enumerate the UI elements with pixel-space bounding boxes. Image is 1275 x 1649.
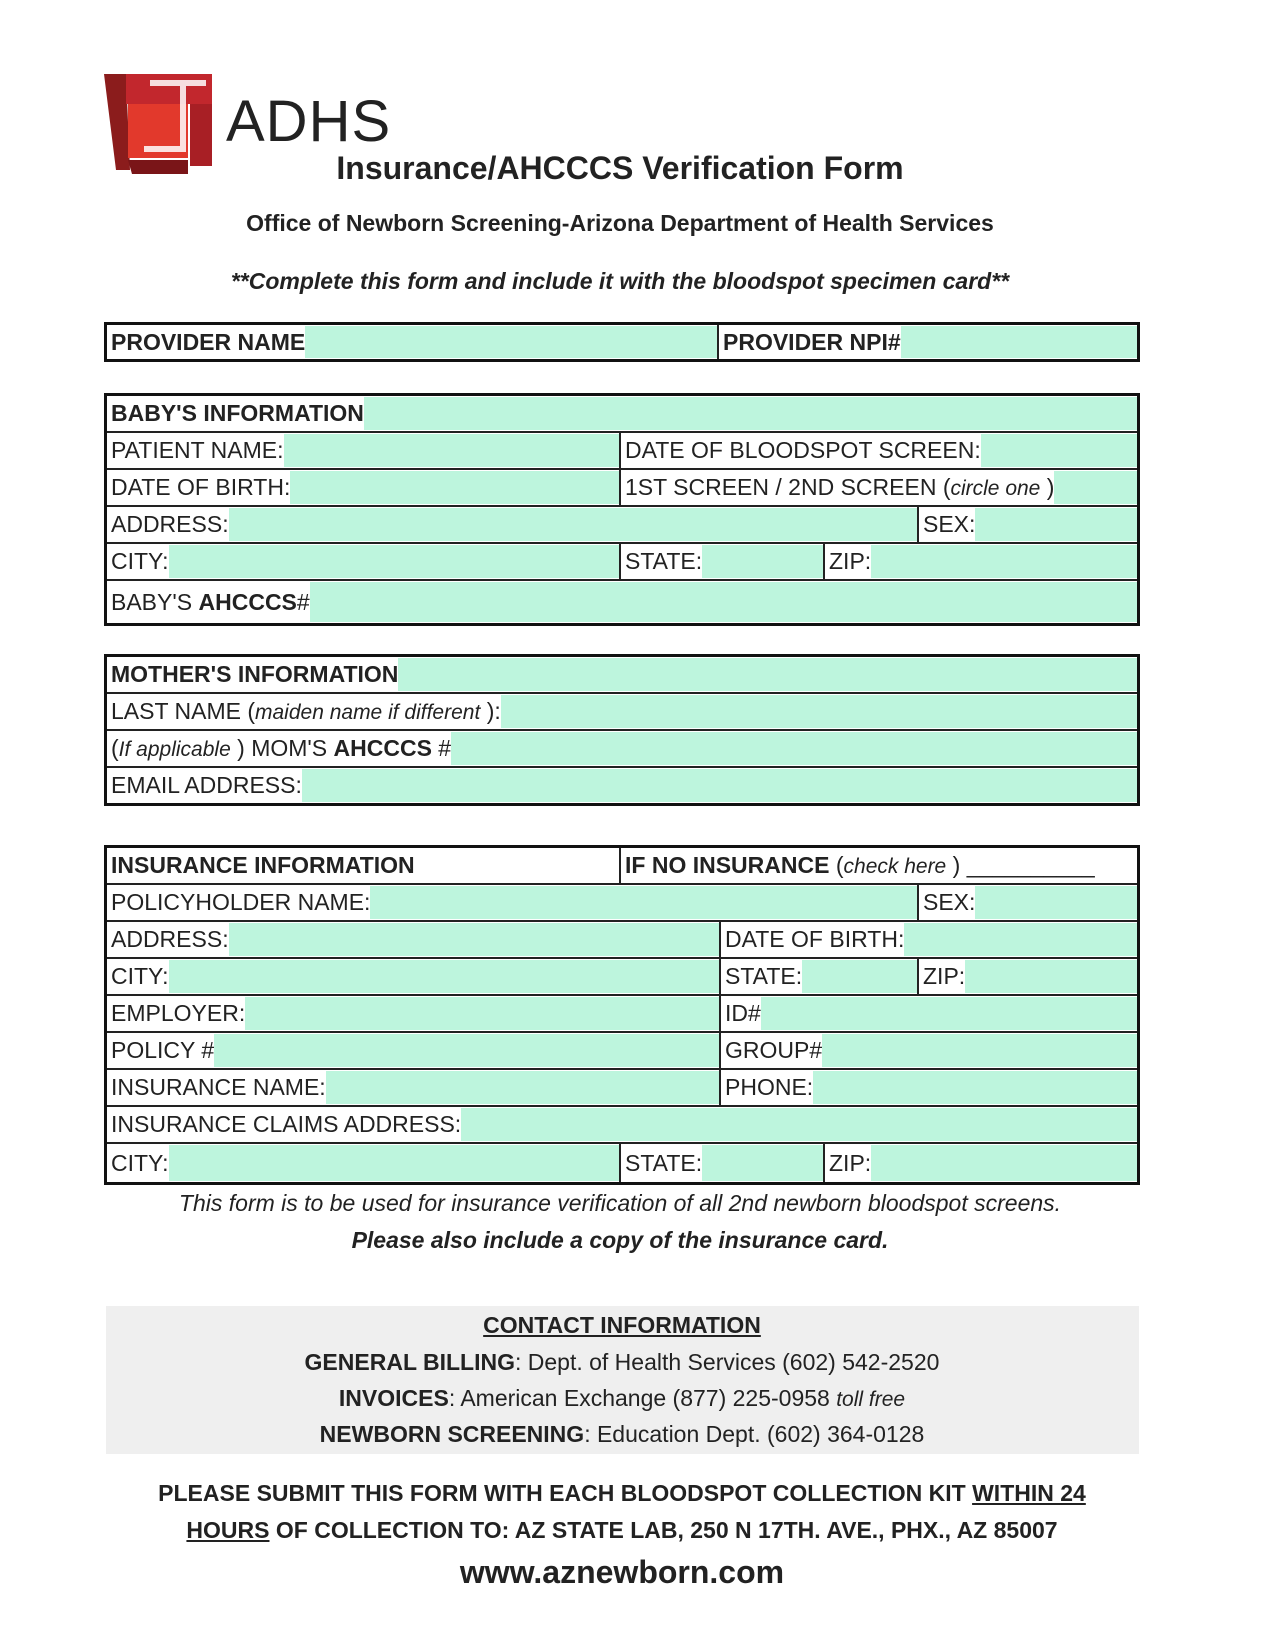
logo-text: ADHS	[226, 89, 392, 154]
ins-phone-label: PHONE:	[725, 1074, 814, 1100]
mom-ahcccs-field[interactable]	[451, 732, 1137, 765]
mother-section	[104, 654, 1140, 806]
baby-dob-field[interactable]	[290, 471, 619, 504]
insurance-card-note: Please also include a copy of the insurance card.	[351, 1227, 889, 1253]
provider-name-field[interactable]	[305, 326, 717, 358]
ins-zip-label: ZIP:	[923, 963, 966, 989]
ins-state-label: STATE:	[725, 963, 803, 989]
screen-choice-field[interactable]	[1054, 471, 1137, 504]
provider-npi-label: PROVIDER NPI#	[723, 328, 901, 355]
policyholder-sex-field[interactable]	[975, 886, 1137, 919]
ins-name-field[interactable]	[326, 1071, 719, 1104]
ins-id-label: ID#	[725, 1000, 761, 1026]
baby-heading: BABY'S INFORMATION	[111, 400, 364, 426]
ins-address-field[interactable]	[229, 923, 719, 956]
baby-address-label: ADDRESS:	[111, 511, 229, 537]
baby-heading-fill	[364, 397, 1137, 430]
provider-name-label: PROVIDER NAME	[111, 328, 306, 355]
ins-name-label: INSURANCE NAME:	[111, 1074, 326, 1100]
provider-section	[104, 322, 1140, 362]
mother-heading-fill	[398, 658, 1137, 691]
baby-state-label: STATE:	[625, 548, 703, 574]
screen-date-field[interactable]	[981, 434, 1137, 467]
form-subtitle: Office of Newborn Screening-Arizona Department of Health Services	[246, 210, 994, 236]
claims-city-label: CITY:	[111, 1149, 169, 1176]
ins-zip-field[interactable]	[965, 960, 1137, 993]
ins-city-field[interactable]	[169, 960, 719, 993]
submit-line-1: PLEASE SUBMIT THIS FORM WITH EACH BLOODSPOT COLLECTION KIT WITHIN 24	[158, 1480, 1086, 1506]
form-instruction: **Complete this form and include it with the bloodspot specimen card**	[230, 268, 1010, 294]
ins-dob-label: DATE OF BIRTH:	[725, 926, 905, 952]
website-link[interactable]: www.aznewborn.com	[459, 1554, 785, 1590]
employer-field[interactable]	[245, 997, 719, 1030]
ins-address-label: ADDRESS:	[111, 926, 229, 952]
contact-title: CONTACT INFORMATION	[483, 1312, 761, 1338]
screen-choice-label: 1ST SCREEN / 2ND SCREEN (circle one )	[625, 474, 1055, 500]
baby-city-label: CITY:	[111, 548, 169, 574]
insurance-heading: INSURANCE INFORMATION	[111, 852, 415, 878]
claims-address-label: INSURANCE CLAIMS ADDRESS:	[111, 1111, 462, 1137]
contact-billing: GENERAL BILLING: Dept. of Health Services (602) 542-2520	[304, 1349, 940, 1375]
form-title: Insurance/AHCCCS Verification Form	[336, 150, 904, 186]
policy-field[interactable]	[214, 1034, 719, 1067]
policyholder-field[interactable]	[370, 886, 917, 919]
mother-last-name-label: LAST NAME (maiden name if different ):	[111, 698, 501, 724]
baby-zip-label: ZIP:	[829, 548, 872, 574]
insurance-section	[104, 845, 1140, 1185]
ins-city-label: CITY:	[111, 963, 169, 989]
baby-zip-field[interactable]	[871, 545, 1137, 578]
claims-state-label: STATE:	[625, 1149, 703, 1176]
submit-line-2: HOURS OF COLLECTION TO: AZ STATE LAB, 250 N 17TH. AVE., PHX., AZ 85007	[186, 1517, 1058, 1543]
baby-ahcccs-label: BABY'S AHCCCS#	[111, 588, 310, 615]
provider-npi-field[interactable]	[901, 326, 1137, 358]
ins-dob-field[interactable]	[904, 923, 1137, 956]
claims-city-field[interactable]	[169, 1145, 619, 1181]
mom-ahcccs-label: (If applicable ) MOM'S AHCCCS #	[111, 735, 452, 761]
screen-date-label: DATE OF BLOODSPOT SCREEN:	[625, 437, 981, 463]
patient-name-field[interactable]	[284, 434, 619, 467]
baby-ahcccs-field[interactable]	[310, 582, 1137, 622]
baby-sex-field[interactable]	[975, 508, 1137, 541]
mother-last-name-field[interactable]	[501, 695, 1137, 728]
mother-heading: MOTHER'S INFORMATION	[111, 661, 399, 687]
ins-state-field[interactable]	[802, 960, 917, 993]
mother-email-field[interactable]	[302, 769, 1137, 802]
policyholder-label: POLICYHOLDER NAME:	[111, 889, 371, 915]
usage-note: This form is to be used for insurance verification of all 2nd newborn bloodspot screens.	[178, 1190, 1062, 1216]
claims-state-field[interactable]	[702, 1145, 823, 1181]
baby-dob-label: DATE OF BIRTH:	[111, 474, 291, 500]
claims-zip-label: ZIP:	[829, 1149, 872, 1176]
claims-address-field[interactable]	[461, 1108, 1137, 1141]
baby-section	[104, 393, 1140, 626]
contact-newborn-screening: NEWBORN SCREENING: Education Dept. (602) 364-0128	[319, 1421, 925, 1447]
baby-state-field[interactable]	[702, 545, 823, 578]
policy-label: POLICY #	[111, 1037, 215, 1063]
employer-label: EMPLOYER:	[111, 1000, 246, 1026]
baby-address-field[interactable]	[229, 508, 917, 541]
baby-city-field[interactable]	[169, 545, 619, 578]
group-label: GROUP#	[725, 1037, 823, 1063]
claims-zip-field[interactable]	[871, 1145, 1137, 1181]
ins-id-field[interactable]	[761, 997, 1137, 1030]
ins-phone-field[interactable]	[813, 1071, 1137, 1104]
group-field[interactable]	[822, 1034, 1137, 1067]
policyholder-sex-label: SEX:	[923, 889, 976, 915]
contact-invoices: INVOICES: American Exchange (877) 225-0958 toll free	[338, 1385, 906, 1411]
mother-email-label: EMAIL ADDRESS:	[111, 772, 302, 798]
no-insurance-checkbox[interactable]: IF NO INSURANCE (check here ) __________	[625, 852, 1095, 878]
baby-sex-label: SEX:	[923, 511, 976, 537]
patient-name-label: PATIENT NAME:	[111, 437, 284, 463]
